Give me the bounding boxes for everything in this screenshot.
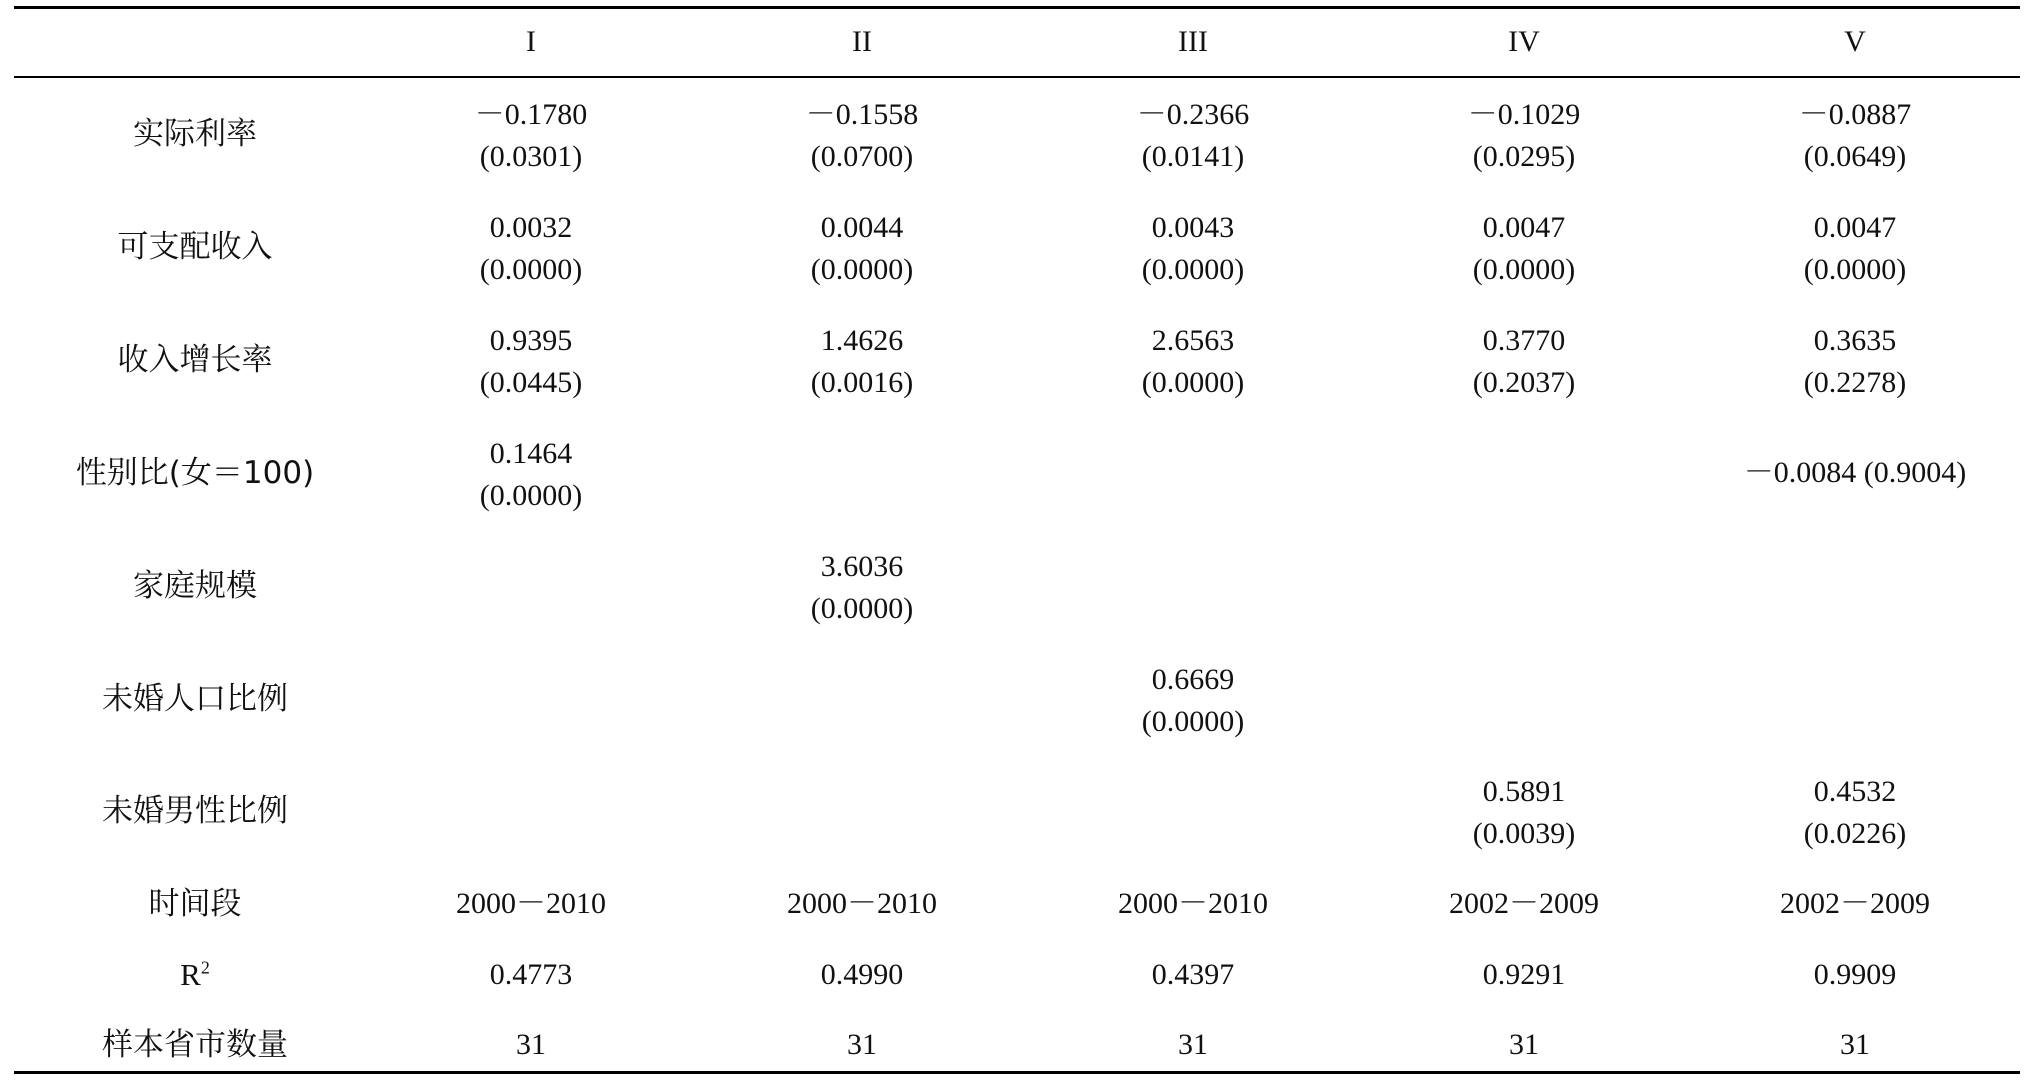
p-value: (0.0000) <box>810 253 914 286</box>
row-label: 性别比(女＝100) <box>75 455 315 491</box>
p-value: (0.0301) <box>479 140 583 173</box>
table-cell <box>1374 321 1674 405</box>
table-cell <box>1374 772 1674 856</box>
r-squared-row-value: 0.4990 <box>820 958 904 991</box>
coefficient-value: －0.1029 <box>1467 98 1581 131</box>
coefficient-value: 0.3770 <box>1482 324 1566 357</box>
table-cell <box>381 321 681 405</box>
coefficient-value: －0.0084 (0.9004) <box>1743 456 1967 489</box>
row-label: 未婚人口比例 <box>102 681 288 717</box>
p-value: (0.0000) <box>1141 253 1245 286</box>
r-symbol: R <box>180 957 201 992</box>
coefficient-value: 0.0032 <box>489 211 573 244</box>
sample-count-row-value: 31 <box>1509 1028 1539 1061</box>
table-cell <box>1043 660 1343 744</box>
table-cell <box>1705 95 2005 179</box>
coefficient-value: 0.9395 <box>489 324 573 357</box>
p-value: (0.0000) <box>479 479 583 512</box>
table-cell <box>1705 772 2005 856</box>
sample-count-row-value: 31 <box>516 1028 546 1061</box>
coefficient-value: 0.0047 <box>1482 211 1566 244</box>
p-value: (0.0445) <box>479 366 583 399</box>
row-label: 家庭规模 <box>133 568 257 604</box>
coefficient-value: －0.1558 <box>805 98 919 131</box>
table-cell <box>1705 321 2005 405</box>
p-value: (0.0000) <box>1141 705 1245 738</box>
p-value: (0.2037) <box>1472 366 1576 399</box>
sample-count-row-label: 样本省市数量 <box>102 1027 288 1063</box>
coefficient-value: 2.6563 <box>1151 324 1235 357</box>
coefficient-value: 0.0043 <box>1151 211 1235 244</box>
coefficient-value: －0.1780 <box>474 98 588 131</box>
regression-table <box>14 0 2020 1088</box>
period-row-label: 时间段 <box>148 886 242 922</box>
p-value: (0.0000) <box>1141 366 1245 399</box>
p-value: (0.0000) <box>810 592 914 625</box>
coefficient-value: 0.3635 <box>1813 324 1897 357</box>
row-label: 收入增长率 <box>117 342 273 378</box>
r-squared-superscript: 2 <box>200 957 210 978</box>
p-value: (0.0700) <box>810 140 914 173</box>
coefficient-value: 0.4532 <box>1813 775 1897 808</box>
p-value: (0.0226) <box>1803 817 1907 850</box>
p-value: (0.0141) <box>1141 140 1245 173</box>
row-label: 未婚男性比例 <box>102 793 288 829</box>
coefficient-value: 0.1464 <box>489 437 573 470</box>
p-value: (0.0000) <box>1803 253 1907 286</box>
p-value: (0.0039) <box>1472 817 1576 850</box>
column-header-4: IV <box>1508 25 1540 58</box>
table-cell <box>381 434 681 518</box>
sample-count-row-value: 31 <box>1178 1028 1208 1061</box>
r-squared-row-value: 0.9909 <box>1813 958 1897 991</box>
row-label: 实际利率 <box>133 116 257 152</box>
column-header-3: III <box>1178 25 1208 58</box>
coefficient-value: －0.0887 <box>1798 98 1912 131</box>
r-squared-row-value: 0.9291 <box>1482 958 1566 991</box>
table-cell <box>381 208 681 292</box>
column-header-2: II <box>852 25 872 58</box>
sample-count-row-value: 31 <box>847 1028 877 1061</box>
table-top-rule <box>14 6 2020 9</box>
p-value: (0.0295) <box>1472 140 1576 173</box>
table-cell <box>712 547 1012 631</box>
coefficient-value: 0.0044 <box>820 211 904 244</box>
table-cell <box>1705 208 2005 292</box>
coefficient-value: 3.6036 <box>820 550 904 583</box>
coefficient-value: 0.6669 <box>1151 663 1235 696</box>
table-cell <box>1374 95 1674 179</box>
r-squared-row-value: 0.4397 <box>1151 958 1235 991</box>
table-cell <box>712 321 1012 405</box>
sample-count-row-value: 31 <box>1840 1028 1870 1061</box>
p-value: (0.0016) <box>810 366 914 399</box>
row-label: 可支配收入 <box>117 229 273 265</box>
table-cell <box>712 95 1012 179</box>
table-header-rule <box>14 76 2020 78</box>
table-cell <box>1043 208 1343 292</box>
p-value: (0.0649) <box>1803 140 1907 173</box>
table-cell <box>1374 208 1674 292</box>
period-row-value: 2000－2010 <box>1118 887 1268 920</box>
p-value: (0.0000) <box>1472 253 1576 286</box>
coefficient-value: 0.0047 <box>1813 211 1897 244</box>
r-squared-row-label <box>14 955 376 995</box>
table-cell <box>1043 321 1343 405</box>
period-row-value: 2000－2010 <box>787 887 937 920</box>
period-row-value: 2000－2010 <box>456 887 606 920</box>
table-bottom-rule <box>14 1071 2020 1074</box>
table-cell <box>381 95 681 179</box>
p-value: (0.2278) <box>1803 366 1907 399</box>
column-header-5: V <box>1844 25 1866 58</box>
r-squared-row-value: 0.4773 <box>489 958 573 991</box>
table-cell <box>1043 95 1343 179</box>
period-row-value: 2002－2009 <box>1780 887 1930 920</box>
coefficient-value: －0.2366 <box>1136 98 1250 131</box>
period-row-value: 2002－2009 <box>1449 887 1599 920</box>
coefficient-value: 1.4626 <box>820 324 904 357</box>
table-cell <box>712 208 1012 292</box>
table-cell <box>1705 453 2005 495</box>
coefficient-value: 0.5891 <box>1482 775 1566 808</box>
column-header-1: I <box>526 25 536 58</box>
p-value: (0.0000) <box>479 253 583 286</box>
